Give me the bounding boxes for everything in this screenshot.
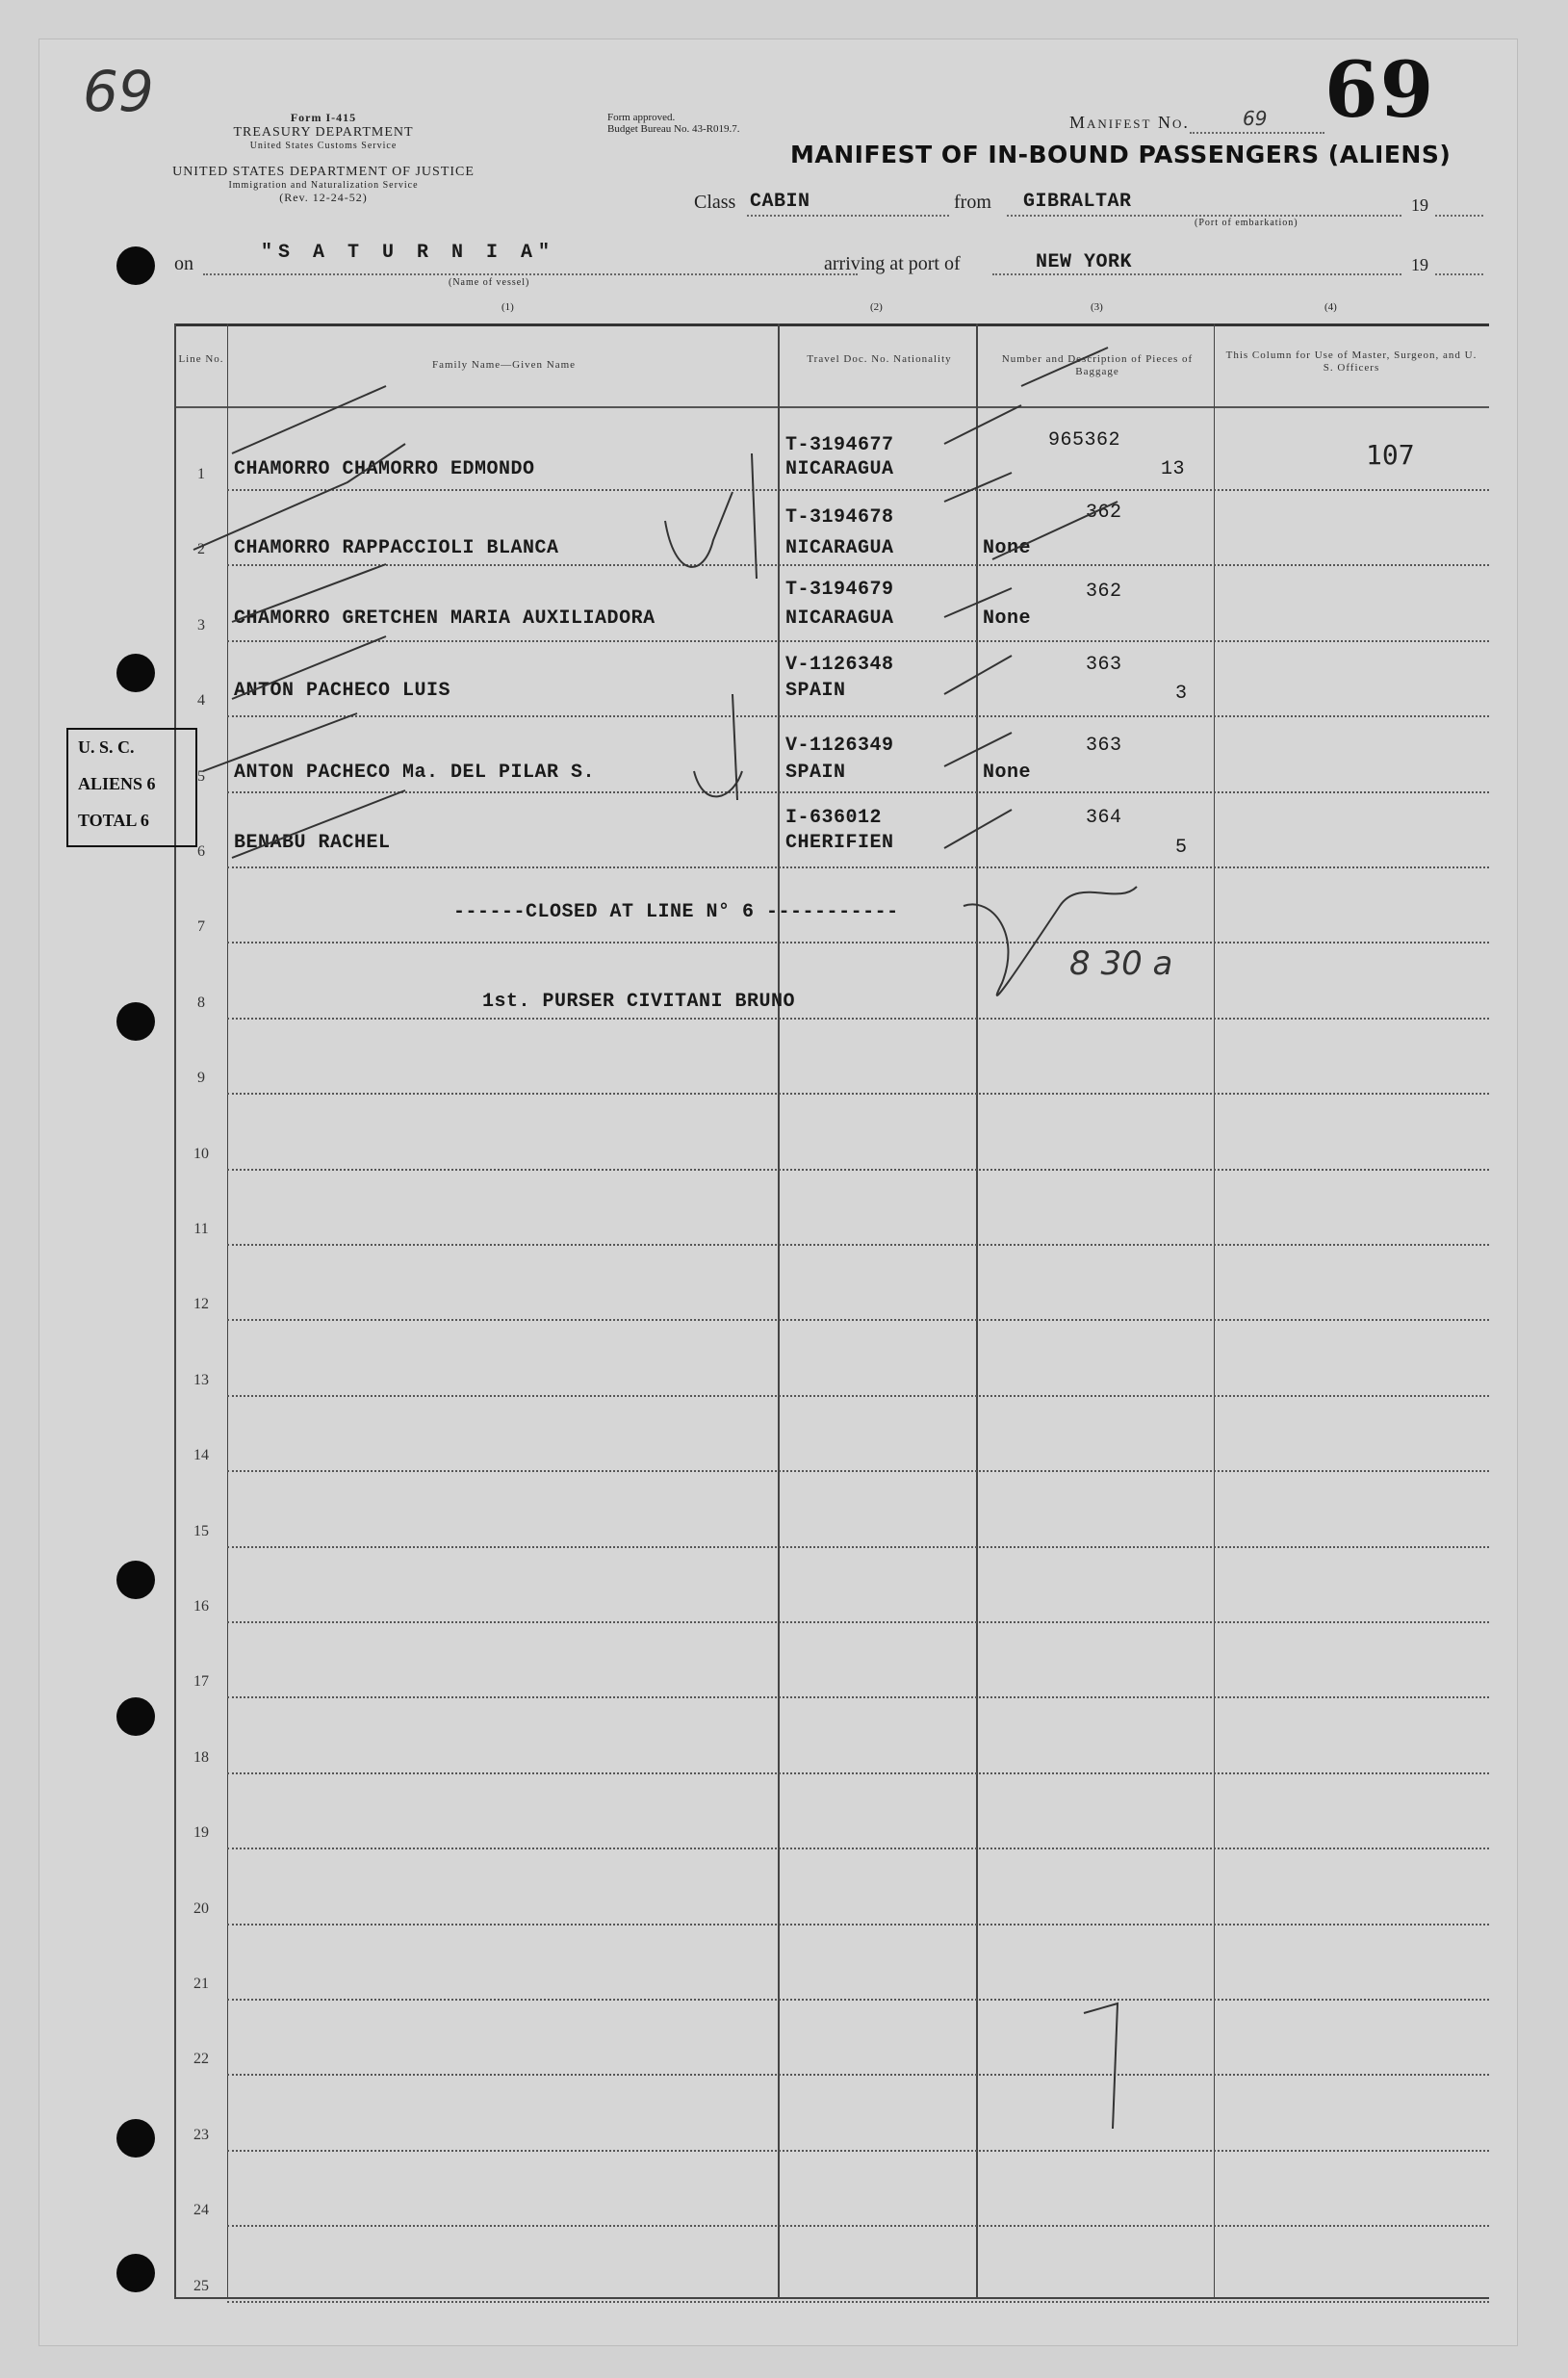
from-value: GIBRALTAR [1023, 191, 1132, 213]
row-3-bag-id: 362 [1086, 581, 1122, 603]
arriving-label: arriving at port of [824, 253, 961, 274]
line-number: 25 [193, 2277, 209, 2294]
initials-mark [694, 771, 742, 796]
stamp [66, 728, 197, 847]
row-4-bag-id: 363 [1086, 654, 1122, 676]
row-1-officer: 107 [1366, 439, 1415, 471]
line-number: 21 [193, 1976, 209, 1992]
check-mark [232, 790, 405, 858]
row-6-name: BENABU RACHEL [234, 832, 391, 854]
port-caption: (Port of embarkation) [1195, 218, 1298, 228]
check-mark [232, 386, 386, 453]
line-number: 14 [193, 1447, 209, 1464]
line-number: 19 [193, 1824, 209, 1842]
vessel-name: "S A T U R N I A" [261, 242, 556, 264]
line-number: 13 [193, 1371, 209, 1388]
row-4-bag-count: 3 [1175, 683, 1188, 705]
check-mark [944, 405, 1021, 444]
line-number: 23 [193, 2126, 209, 2143]
class-label: Class [694, 192, 736, 213]
dept-treasury: TREASURY DEPARTMENT [233, 124, 414, 140]
row-2-bag-id: 362 [1086, 502, 1122, 524]
line-number: 11 [193, 1221, 209, 1237]
form-id: Form I-415 [290, 111, 357, 124]
col-header-name: Family Name—Given Name [431, 359, 577, 371]
handwritten-time: 8 30 a [1069, 944, 1173, 983]
check-mark [944, 656, 1012, 694]
line-number: 8 [197, 994, 205, 1011]
manifest-sheet [39, 39, 1518, 2346]
check-mark [1021, 348, 1108, 386]
check-mark [232, 636, 386, 699]
row-4-doc: V-1126348 [785, 654, 894, 676]
arriving-value: NEW YORK [1036, 251, 1133, 273]
row-3-doc: T-3194679 [785, 579, 894, 601]
approved-text: Form approved. [607, 112, 676, 123]
col-header-officers: This Column for Use of Master, Surgeon, and U. S. Officers [1225, 349, 1478, 375]
col-number-3: (3) [1091, 301, 1103, 313]
row-6-nationality: CHERIFIEN [785, 832, 894, 854]
line-number: 4 [197, 692, 205, 710]
line-number: 17 [193, 1673, 209, 1691]
row-2-doc: T-3194678 [785, 506, 894, 529]
line-number: 22 [193, 2051, 209, 2068]
stamp-line-2: ALIENS 6 [78, 774, 156, 793]
line-number: 16 [193, 1598, 209, 1615]
row-2-nationality: NICARAGUA [785, 537, 894, 559]
row-1-bag-count: 13 [1161, 458, 1186, 480]
row-1-bag-id: 965362 [1048, 429, 1121, 452]
class-value: CABIN [750, 191, 810, 213]
on-label: on [174, 253, 193, 274]
page-number: 69 [1324, 44, 1436, 135]
line-number: 15 [193, 1522, 209, 1539]
purser-text: 1st. PURSER CIVITANI BRUNO [482, 991, 796, 1013]
row-4-name: ANTON PACHECO LUIS [234, 680, 451, 702]
line-number: 20 [193, 1900, 209, 1917]
row-2-bag-count: None [983, 537, 1032, 559]
row-5-bag-count: None [983, 762, 1032, 784]
col-header-travel-doc: Travel Doc. No. Nationality [807, 353, 952, 365]
dept-justice: UNITED STATES DEPARTMENT OF JUSTICE [172, 165, 475, 179]
row-1-nationality: NICARAGUA [785, 458, 894, 480]
customs-service: United States Customs Service [249, 140, 398, 151]
check-mark [203, 713, 357, 771]
row-3-nationality: NICARAGUA [785, 607, 894, 630]
check-mark [193, 444, 405, 550]
line-number: 3 [197, 616, 205, 633]
line-number: 5 [197, 767, 205, 785]
handwritten-marks [39, 39, 1517, 2345]
stamp-line-1: U. S. C. [78, 737, 135, 757]
line-number: 9 [197, 1070, 205, 1087]
row-2-name: CHAMORRO RAPPACCIOLI BLANCA [234, 537, 559, 559]
row-5-bag-id: 363 [1086, 735, 1122, 757]
ins-service: Immigration and Naturalization Service [228, 180, 419, 192]
line-number: 10 [193, 1145, 209, 1162]
row-6-bag-count: 5 [1175, 837, 1188, 859]
line-number: 7 [197, 918, 205, 936]
year-label-2: 19 [1411, 255, 1428, 274]
from-label: from [954, 192, 991, 213]
revision: (Rev. 12-24-52) [279, 190, 368, 204]
line-number: 18 [193, 1748, 209, 1766]
manifest-no-label: Manifest No. [1069, 113, 1190, 132]
col-header-baggage: Number and Description of Pieces of Baggage [1001, 353, 1194, 378]
stray-mark [1084, 2003, 1118, 2129]
row-1-name: CHAMORRO CHAMORRO EDMONDO [234, 458, 535, 480]
col-number-1: (1) [501, 301, 514, 313]
check-mark [992, 502, 1118, 559]
check-mark [232, 564, 386, 622]
manifest-no-value: 69 [1243, 107, 1268, 130]
margin-handwriting: 69 [83, 59, 154, 124]
line-number: 6 [197, 843, 205, 860]
check-mark [944, 733, 1012, 766]
check-mark [944, 810, 1012, 848]
line-number: 1 [197, 466, 205, 482]
vessel-caption: (Name of vessel) [449, 277, 530, 288]
line-number: 12 [193, 1296, 209, 1313]
stamp-line-3: TOTAL 6 [78, 811, 149, 830]
check-mark [944, 473, 1012, 502]
row-3-bag-count: None [983, 607, 1032, 630]
row-4-nationality: SPAIN [785, 680, 846, 702]
page-title: MANIFEST OF IN-BOUND PASSENGERS (ALIENS) [790, 141, 1452, 168]
row-1-doc: T-3194677 [785, 434, 894, 456]
row-6-doc: I-636012 [785, 807, 883, 829]
budget-text: Budget Bureau No. 43-R019.7. [607, 123, 740, 136]
col-header-line-no: Line No. [178, 353, 224, 365]
initials-mark [752, 453, 757, 579]
check-mark [944, 588, 1012, 617]
row-5-nationality: SPAIN [785, 762, 846, 784]
row-3-name: CHAMORRO GRETCHEN MARIA AUXILIADORA [234, 607, 655, 630]
signature-mark [964, 887, 1137, 995]
line-number: 24 [193, 2202, 209, 2219]
line-number: 2 [197, 541, 205, 558]
col-number-2: (2) [870, 301, 883, 313]
row-6-bag-id: 364 [1086, 807, 1122, 829]
row-5-doc: V-1126349 [785, 735, 894, 757]
col-number-4: (4) [1324, 301, 1337, 313]
initials-mark [665, 492, 733, 567]
year-label: 19 [1411, 195, 1428, 215]
row-5-name: ANTON PACHECO Ma. DEL PILAR S. [234, 762, 596, 784]
closed-line-text: ------CLOSED AT LINE N° 6 ----------- [453, 901, 899, 923]
